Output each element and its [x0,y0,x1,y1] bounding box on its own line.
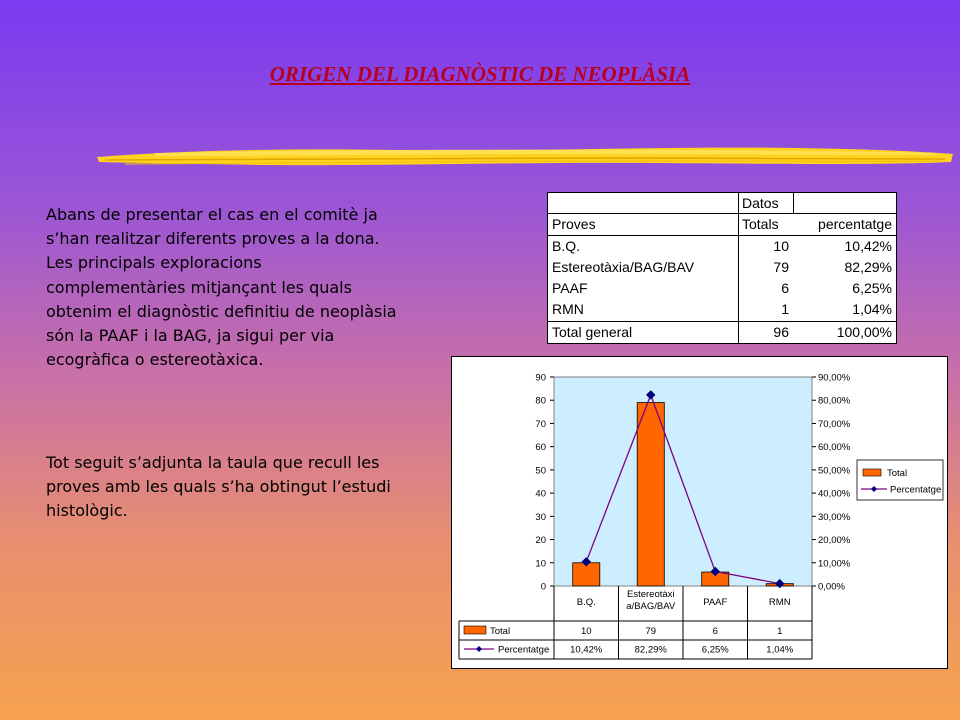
y-right-tick-label: 20,00% [818,535,851,547]
y-right-tick-label: 80,00% [818,395,851,407]
total-label: Total general [552,324,633,340]
y-left-tick-label: 10 [535,558,546,570]
table-key-marker [476,646,482,652]
row-total: 79 [773,259,789,275]
x-tick-label: Estereotàxi [626,589,675,600]
y-right-tick-label: 90,00% [818,372,851,384]
table-column-header-row [548,214,896,235]
proves-header: Proves [552,216,596,232]
y-right-tick-label: 30,00% [818,511,851,523]
y-left-tick-label: 20 [535,535,546,547]
text-line: Abans de presentar el cas en el comitè ja [46,205,378,224]
legend-label: Total [887,468,908,479]
row-percentage: 82,29% [844,259,892,275]
text-line: obtenim el diagnòstic definitiu de neoplàsia [46,301,397,321]
table-total-row [548,322,896,343]
data-table-cell: 10,42% [570,644,603,656]
datos-header: Datos [742,195,779,211]
totals-header: Totals [742,216,779,232]
row-percentage: 1,04% [852,301,892,317]
data-table-cell: 6,25% [701,644,729,656]
total-percentage: 100,00% [836,324,892,340]
row-label: RMN [552,301,584,317]
y-left-tick-label: 50 [535,465,546,477]
text-line: són la PAAF i la BAG, ja sigui per via [46,326,335,346]
data-table-cell: 10 [580,626,592,637]
brush-stroke-divider [95,140,955,172]
data-table-cell: 1,04% [766,644,794,656]
y-left-tick-label: 40 [535,488,546,500]
y-right-tick-label: 70,00% [818,418,851,430]
y-left-tick-label: 70 [535,418,546,430]
y-left-tick-label: 30 [535,511,546,523]
y-right-tick-label: 0,00% [818,581,845,593]
table-row [548,257,896,278]
row-percentage: 6,25% [852,280,892,296]
x-tick-label: B.Q. [576,597,596,608]
chart-svg [452,357,949,670]
second-paragraph [46,451,466,524]
pivot-table [547,192,897,344]
data-table-cell: 1 [777,626,783,637]
intro-paragraph [46,203,466,372]
text-line: histològic. [46,501,128,521]
data-table-cell: 79 [645,626,657,637]
total-value: 96 [773,324,789,340]
x-tick-label: PAAF [703,597,728,608]
legend-key-bar [863,469,881,476]
text-line: s’han realitzar diferents proves a la dona. [46,229,380,249]
text-line: Tot seguit s’adjunta la taula que recull les [46,453,380,472]
data-table-cell: 6 [712,626,718,637]
y-left-tick-label: 0 [540,581,546,593]
text-line: ecogràfica o estereotàxica. [46,350,264,370]
table-row [548,236,896,257]
row-total: 6 [781,280,789,296]
row-percentage: 10,42% [844,238,892,254]
bar-1 [637,403,664,586]
y-right-tick-label: 60,00% [818,442,851,454]
table-row [548,278,896,299]
row-total: 10 [773,238,789,254]
y-right-tick-label: 40,00% [818,488,851,500]
combo-chart [451,356,948,669]
table-row [548,299,896,320]
y-right-tick-label: 50,00% [818,465,851,477]
x-tick-label: a/BAG/BAV [626,601,676,612]
y-left-tick-label: 90 [535,372,546,384]
percentatge-header: percentatge [818,216,892,232]
text-line: Les principals exploracions [46,253,262,273]
data-table-cell: 82,29% [634,644,667,656]
data-table-series-label: Percentatge [498,644,550,656]
table-header-row [548,193,896,214]
row-label: PAAF [552,280,588,296]
slide-title: ORIGEN DEL DIAGNÒSTIC DE NEOPLÀSIA [269,62,691,86]
row-label: Estereotàxia/BAG/BAV [552,259,695,275]
row-total: 1 [781,301,789,317]
x-tick-label: RMN [768,597,791,608]
legend-label: Percentatge [890,484,942,496]
row-label: B.Q. [552,238,581,254]
data-table-series-label: Total [490,626,511,637]
y-right-tick-label: 10,00% [818,558,851,570]
text-line: proves amb les quals s’ha obtingut l’estudi [46,477,391,497]
y-left-tick-label: 60 [535,442,546,454]
table-key-bar [464,626,486,634]
text-line: complementàries mitjançant les quals [46,277,352,297]
y-left-tick-label: 80 [535,395,546,407]
